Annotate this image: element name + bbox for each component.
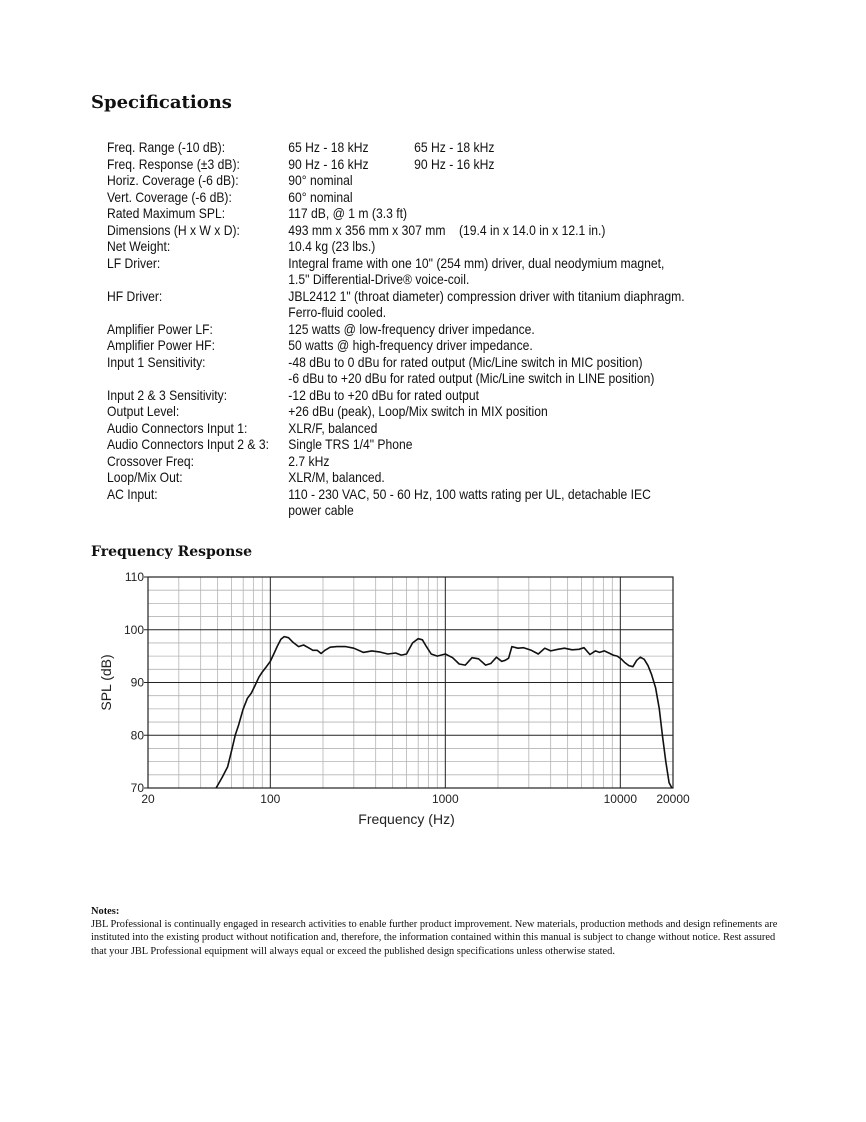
spec-value: XLR/F, balanced: [288, 420, 378, 436]
spec-value: -6 dBu to +20 dBu for rated output (Mic/Line switch in LINE position): [288, 371, 655, 386]
spec-value: +26 dBu (peak), Loop/Mix switch in MIX position: [288, 404, 548, 419]
spec-value: 125 watts @ low-frequency driver impedance.: [288, 321, 535, 337]
spec-value: 60° nominal: [288, 189, 353, 205]
spec-label: Audio Connectors Input 2 & 3:: [107, 437, 269, 452]
spec-label: Amplifier Power LF:: [107, 321, 213, 337]
spec-value: 493 mm x 356 mm x 307 mm (19.4 in x 14.0 in x 12.1 in.): [288, 222, 606, 238]
x-tick-label: 100: [260, 792, 281, 806]
spec-value: 50 watts @ high-frequency driver impedance.: [288, 338, 533, 353]
spec-value: 1.5" Differential-Drive® voice-coil.: [288, 272, 470, 287]
spec-value-primary: 65 Hz - 18 kHz: [288, 140, 369, 155]
spec-value: Integral frame with one 10" (254 mm) driver, dual neodymium magnet,: [288, 255, 665, 271]
spec-value: -48 dBu to 0 dBu for rated output (Mic/Line switch in MIC position): [288, 354, 643, 370]
x-tick-label: 20: [141, 792, 155, 806]
notes: [91, 905, 781, 958]
y-axis-label: SPL (dB): [98, 654, 114, 711]
spec-label: Input 2 & 3 Sensitivity:: [107, 387, 228, 403]
spec-value-secondary: 90 Hz - 16 kHz: [414, 156, 495, 172]
spec-label: Dimensions (H x W x D):: [107, 222, 240, 238]
notes-text: JBL Professional is continually engaged in research activities to enable further product improvement. New materials, production methods and design refinements are instituted into the existing product without notification and, therefore, the information contained within this manual is subject to change without notice. Rest assured that your JBL Professional equipment will always equal or exceed the published design specifications unless otherwise stated.: [91, 919, 778, 957]
spec-value: 110 - 230 VAC, 50 - 60 Hz, 100 watts rating per UL, detachable IEC: [288, 486, 651, 502]
spec-value: -12 dBu to +20 dBu for rated output: [288, 387, 479, 403]
spec-label: Rated Maximum SPL:: [107, 206, 226, 221]
spec-label: Horiz. Coverage (-6 dB):: [107, 173, 239, 188]
y-tick-label: 100: [123, 622, 144, 637]
x-axis-label: Frequency (Hz): [358, 811, 455, 827]
y-tick-label: 110: [124, 570, 144, 584]
spec-label: HF Driver:: [107, 288, 163, 304]
spec-label: Audio Connectors Input 1:: [107, 420, 248, 436]
spec-label: Loop/Mix Out:: [107, 470, 183, 485]
spec-value: 90° nominal: [288, 173, 353, 188]
spec-value: Ferro-fluid cooled.: [288, 305, 387, 320]
spec-label: AC Input:: [107, 486, 158, 502]
y-tick-label: 90: [130, 675, 144, 690]
spec-value: Single TRS 1/4" Phone: [288, 437, 413, 452]
y-tick-label: 70: [130, 781, 144, 795]
spec-value: JBL2412 1" (throat diameter) compression driver with titanium diaphragm.: [288, 288, 685, 304]
spec-value: 117 dB, @ 1 m (3.3 ft): [288, 206, 408, 221]
spec-value-primary: 90 Hz - 16 kHz: [288, 156, 369, 172]
spec-value: 10.4 kg (23 lbs.): [288, 239, 376, 254]
spec-label: Output Level:: [107, 404, 180, 419]
spec-value: 2.7 kHz: [288, 453, 330, 469]
page-title: Specifications: [91, 92, 232, 113]
spec-value: XLR/M, balanced.: [288, 470, 385, 485]
y-tick-label: 80: [130, 728, 144, 743]
spec-label: Amplifier Power HF:: [107, 338, 215, 353]
spec-value: power cable: [288, 503, 354, 518]
chart-heading: Frequency Response: [91, 544, 253, 560]
notes-title: Notes:: [91, 906, 120, 917]
x-tick-label: 1000: [431, 792, 459, 806]
x-tick-label: 10000: [603, 792, 638, 806]
spec-label: Net Weight:: [107, 239, 171, 254]
spec-label: LF Driver:: [107, 255, 161, 271]
spec-label: Freq. Range (-10 dB):: [107, 140, 226, 155]
spec-label: Vert. Coverage (-6 dB):: [107, 189, 232, 205]
spec-label: Input 1 Sensitivity:: [107, 354, 206, 370]
x-tick-label: 20000: [656, 792, 690, 806]
spec-label: Freq. Response (±3 dB):: [107, 156, 240, 172]
spec-value-secondary: 65 Hz - 18 kHz: [414, 140, 495, 155]
spec-label: Crossover Freq:: [107, 453, 195, 469]
